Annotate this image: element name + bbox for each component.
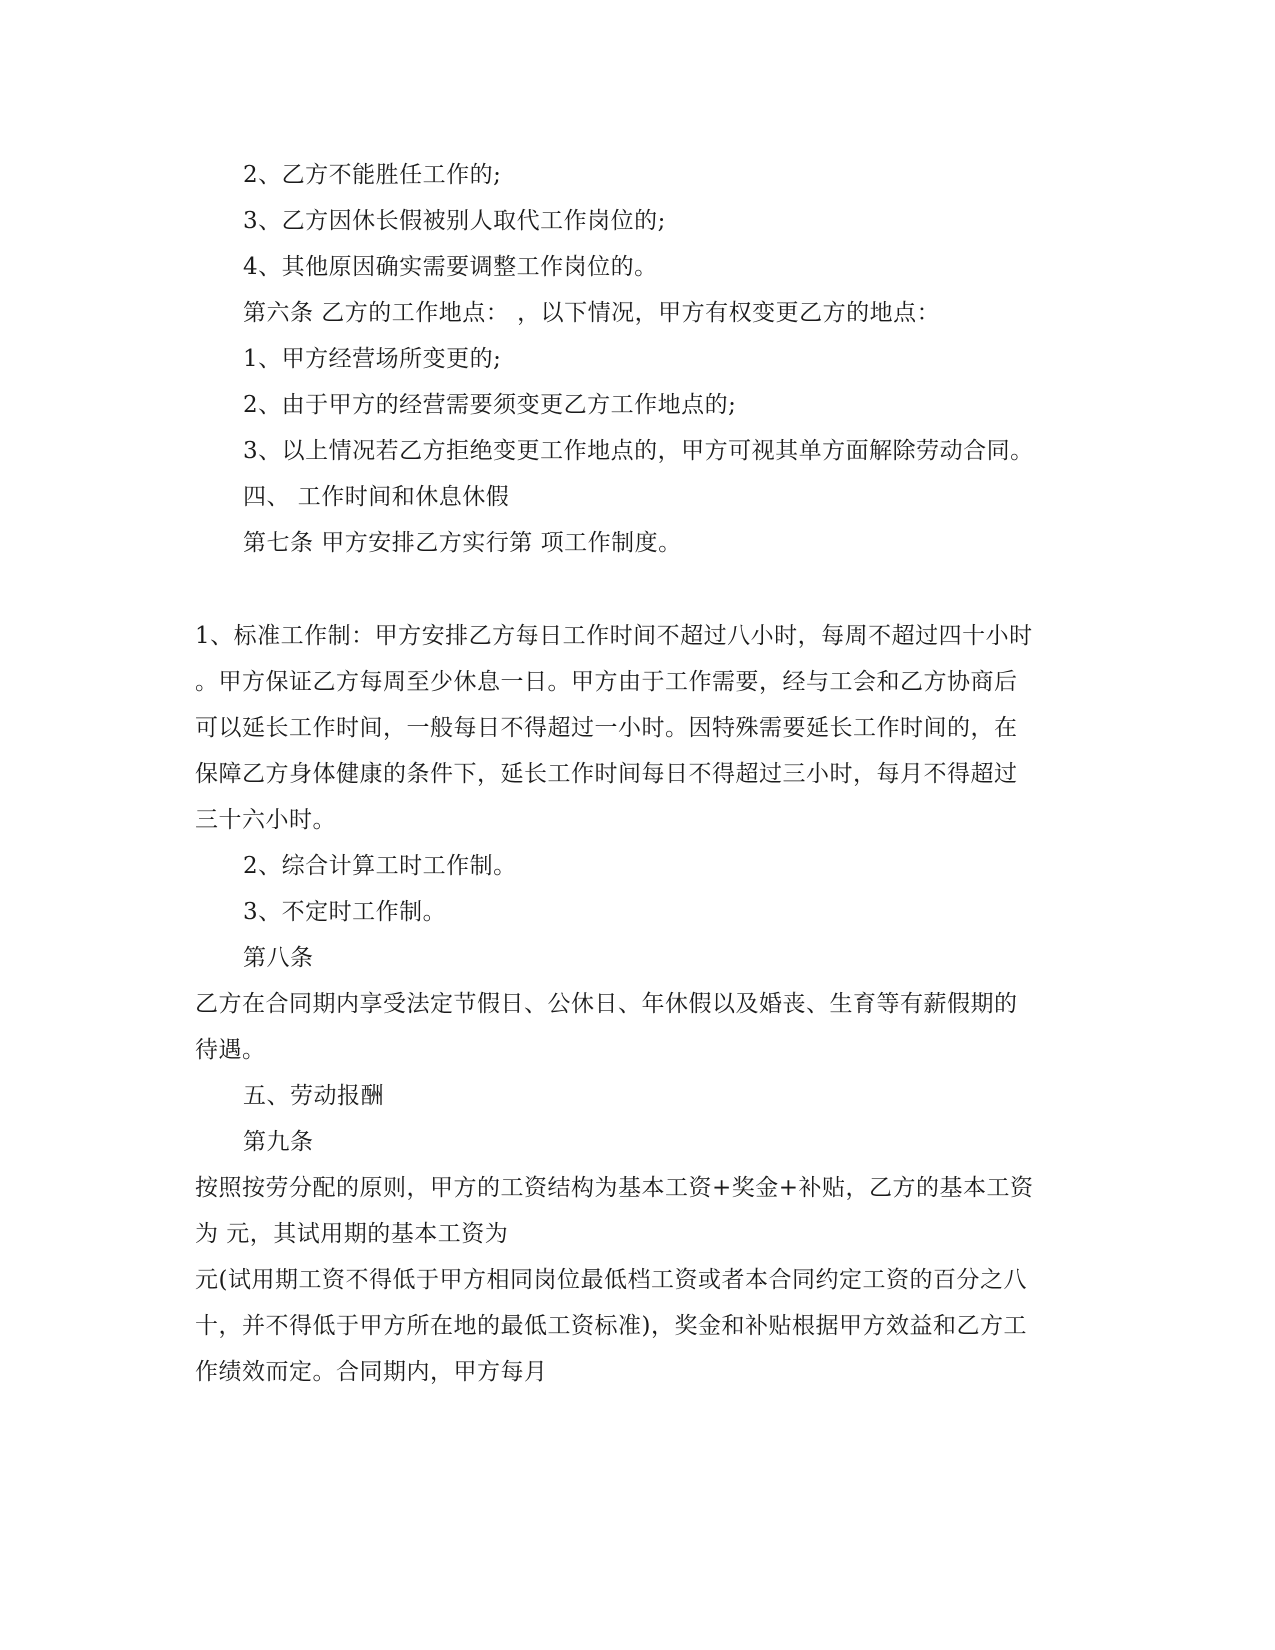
paragraph-line: 乙方在合同期内享受法定节假日、公休日、年休假以及婚丧、生育等有薪假期的 bbox=[195, 991, 1018, 1017]
article-heading: 第六条 乙方的工作地点： ，以下情况，甲方有权变更乙方的地点： bbox=[243, 300, 941, 326]
paragraph-line: 可以延长工作时间，一般每日不得超过一小时。因特殊需要延长工作时间的，在 bbox=[195, 715, 1018, 741]
paragraph-line: 作绩效而定。合同期内，甲方每月 bbox=[195, 1359, 548, 1385]
section-heading: 四、 工作时间和休息休假 bbox=[243, 484, 510, 510]
paragraph-line: 按照按劳分配的原则，甲方的工资结构为基本工资+奖金+补贴，乙方的基本工资 bbox=[195, 1175, 1034, 1201]
paragraph-line: 1、标准工作制：甲方安排乙方每日工作时间不超过八小时，每周不超过四十小时 bbox=[195, 623, 1033, 649]
paragraph-line: 4、其他原因确实需要调整工作岗位的。 bbox=[243, 254, 658, 280]
article-heading: 第七条 甲方安排乙方实行第 项工作制度。 bbox=[243, 530, 682, 556]
paragraph-line: 元(试用期工资不得低于甲方相同岗位最低档工资或者本合同约定工资的百分之八 bbox=[195, 1267, 1027, 1293]
paragraph-line: 为 元，其试用期的基本工资为 bbox=[195, 1221, 509, 1247]
paragraph-line: 1、甲方经营场所变更的; bbox=[243, 346, 502, 372]
paragraph-line: 待遇。 bbox=[195, 1037, 266, 1063]
paragraph-line: 十，并不得低于甲方所在地的最低工资标准)，奖金和补贴根据甲方效益和乙方工 bbox=[195, 1313, 1027, 1339]
paragraph-line: 2、乙方不能胜任工作的; bbox=[243, 162, 502, 188]
paragraph-line: 。甲方保证乙方每周至少休息一日。甲方由于工作需要，经与工会和乙方协商后 bbox=[195, 669, 1018, 695]
article-heading: 第八条 bbox=[243, 945, 314, 971]
paragraph-line: 3、不定时工作制。 bbox=[243, 899, 447, 925]
paragraph-line: 三十六小时。 bbox=[195, 807, 336, 833]
paragraph-line: 保障乙方身体健康的条件下，延长工作时间每日不得超过三小时，每月不得超过 bbox=[195, 761, 1018, 787]
paragraph-line: 2、综合计算工时工作制。 bbox=[243, 853, 517, 879]
paragraph-line: 2、由于甲方的经营需要须变更乙方工作地点的; bbox=[243, 392, 737, 418]
article-heading: 第九条 bbox=[243, 1129, 314, 1155]
paragraph-line: 3、乙方因休长假被别人取代工作岗位的; bbox=[243, 208, 666, 234]
paragraph-line: 3、以上情况若乙方拒绝变更工作地点的，甲方可视其单方面解除劳动合同。 bbox=[243, 438, 1034, 464]
section-heading: 五、劳动报酬 bbox=[243, 1083, 384, 1109]
